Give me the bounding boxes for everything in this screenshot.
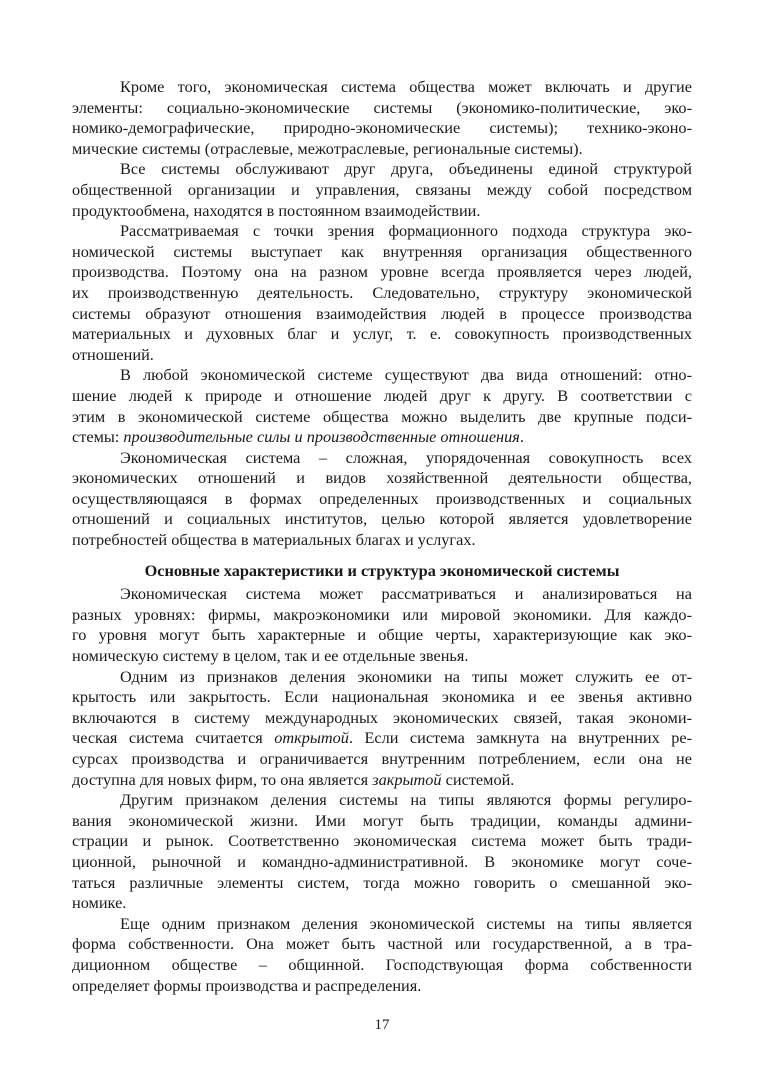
text-line: Экономическая система может рассматриваться и анализироваться на xyxy=(120,584,692,604)
text-segment: системой. xyxy=(441,769,515,789)
text-line xyxy=(72,728,692,749)
text-segment: доступна для новых фирм, то она является xyxy=(72,769,373,789)
text-line: системы образуют отношения взаимодействия людей в процессе производства xyxy=(72,303,692,323)
text-line: мические системы (отраслевые, межотраслевые, региональные системы). xyxy=(72,138,583,158)
text-line: номико-демографические, природно-экономические системы); технико-эконо- xyxy=(72,118,692,138)
paragraph xyxy=(72,221,692,365)
text-line: Другим признаком деления системы на типы являются формы регулиро- xyxy=(120,790,692,810)
text-line: Рассматриваемая с точки зрения формационного подхода структура эко- xyxy=(120,221,692,241)
text-line: осуществляющаяся в формах определенных производственных и социальных xyxy=(72,488,692,508)
text-line: сурсах производства и ограничивается внутренним потреблением, если она не xyxy=(72,749,692,768)
text-line: экономических отношений и видов хозяйственной деятельности общества, xyxy=(72,468,692,488)
text-line: определяет формы производства и распределения. xyxy=(72,975,422,995)
text-segment: . xyxy=(519,427,524,447)
text-line: элементы: социально-экономические системы (экономико-политические, эко- xyxy=(72,97,692,117)
text-line: Еще одним признаком деления экономической системы на типы является xyxy=(120,913,692,933)
italic-term: производительные силы и производственные отношения xyxy=(123,427,520,447)
text-line: этим в экономической системе общества можно выделить две крупные подси- xyxy=(72,406,692,426)
text-line: таться различные элементы систем, тогда можно говорить о смешанной эко- xyxy=(72,872,692,892)
text-line: Экономическая система – сложная, упорядоченная совокупность всех xyxy=(120,447,692,467)
text-line: материальных и духовных благ и услуг, т. е. совокупность производственных xyxy=(72,324,692,344)
paragraph xyxy=(72,77,692,159)
paragraph xyxy=(72,790,692,914)
paragraph xyxy=(72,448,692,551)
page-number: 17 xyxy=(374,1017,390,1033)
paragraph xyxy=(72,584,692,666)
text-line: номике. xyxy=(72,893,127,913)
text-line: производства. Поэтому она на разном уровне всегда проявляется через людей, xyxy=(72,262,692,282)
text-segment: ческая система считается xyxy=(72,728,275,748)
paragraph xyxy=(72,667,692,791)
italic-term: открытой xyxy=(274,728,349,748)
text-line: крытость или закрытость. Если национальная экономика и ее звенья активно xyxy=(72,687,692,707)
text-line: ционной, рыночной и командно-административной. В экономике могут соче- xyxy=(72,851,692,871)
text-line: шение людей к природе и отношение людей друг к другу. В соответствии с xyxy=(72,385,692,405)
text-line: диционном обществе – общинной. Господствующая форма собственности xyxy=(72,954,692,974)
text-line: общественной организации и управления, связаны между собой посредством xyxy=(72,179,692,199)
text-line: форма собственности. Она может быть частной или государственной, а в тра- xyxy=(72,934,692,954)
document-page xyxy=(72,77,692,996)
text-line: страции и рынок. Соответственно экономическая система может быть тради- xyxy=(72,831,692,851)
text-line: отношений и социальных институтов, целью которой является удовлетворение xyxy=(72,509,692,529)
text-segment: стемы: xyxy=(72,427,124,447)
text-line: Одним из признаков деления экономики на типы может служить ее от- xyxy=(120,666,692,686)
text-line: включаются в систему международных экономических связей, такая экономи- xyxy=(72,707,692,727)
text-segment: . Если система замкнута на внутренних ре- xyxy=(348,728,692,748)
text-line xyxy=(72,770,692,791)
text-line: потребностей общества в материальных благах и услугах. xyxy=(72,530,476,550)
paragraph xyxy=(72,914,692,996)
text-line: разных уровнях: фирмы, макроэкономики или мировой экономики. Для каждо- xyxy=(72,604,692,624)
text-line: номическую систему в целом, так и ее отдельные звенья. xyxy=(72,646,469,666)
text-line: вания экономической жизни. Ими могут быть традиции, команды админи- xyxy=(72,810,692,830)
text-line: номической системы выступает как внутренняя организация общественного xyxy=(72,241,692,261)
text-line: отношений. xyxy=(72,344,154,364)
paragraph xyxy=(72,159,692,221)
text-line: В любой экономической системе существуют два вида отношений: отно- xyxy=(120,365,692,385)
text-line: Кроме того, экономическая система общества может включать и другие xyxy=(120,77,692,96)
text-line: Все системы обслуживают друг друга, объединены единой структурой xyxy=(120,159,692,179)
text-line: продуктообмена, находятся в постоянном взаимодействии. xyxy=(72,200,481,220)
italic-term: закрытой xyxy=(372,769,442,789)
body-text-after-heading xyxy=(72,584,692,996)
section-heading: Основные характеристики и структура экономической системы xyxy=(144,560,620,580)
text-line: го уровня могут быть характерные и общие черты, характеризующие как эко- xyxy=(72,625,692,645)
text-line: их производственную деятельность. Следовательно, структуру экономической xyxy=(72,282,692,302)
body-text-before-heading xyxy=(72,77,692,551)
text-line xyxy=(72,427,692,448)
paragraph xyxy=(72,365,692,447)
